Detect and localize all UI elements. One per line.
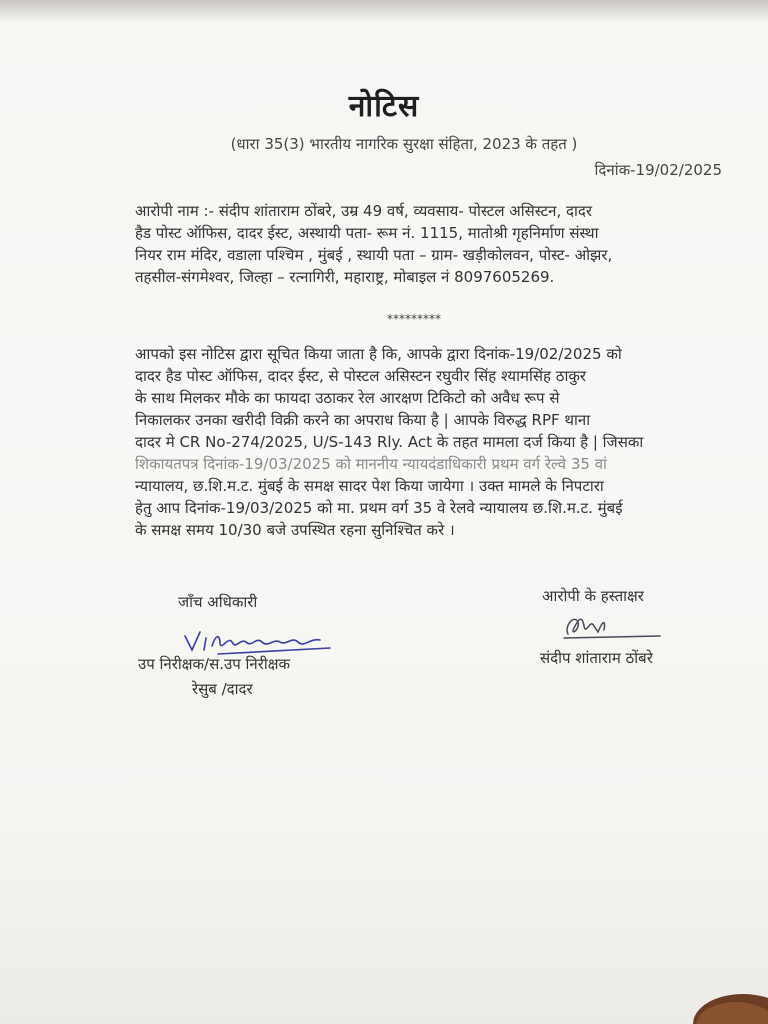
accused-line: हैड पोस्ट ऑफिस, दादर ईस्ट, अस्थायी पता- रूम नं. 1115, मातोश्री गृहनिर्माण संस्था: [135, 224, 599, 242]
notice-body: [135, 343, 725, 541]
accused-line: नियर राम मंदिर, वडाला पश्चिम , मुंबई , स्थायी पता – ग्राम- खड़ीकोलवन, पोस्ट- ओझर,: [135, 246, 613, 264]
accused-sign-label: आरोपी के हस्ताक्षर: [542, 587, 644, 605]
body-line: दादर मे CR No-274/2025, U/S-143 Rly. Act के तहत मामला दर्ज किया है | जिसका: [135, 433, 644, 451]
accused-line: आरोपी नाम :- संदीप शांताराम ठोंबरे, उम्र 49 वर्ष, व्यवसाय- पोस्टल असिस्टन, दादर: [135, 202, 592, 220]
officer-designation: उप निरीक्षक/स.उप निरीक्षक: [138, 655, 290, 673]
accused-sign-name: संदीप शांताराम ठोंबरे: [540, 649, 653, 667]
officer-unit: रेसुब /दादर: [192, 680, 253, 698]
finger-edge-decoration: [608, 980, 768, 1024]
page-top-shadow: [0, 0, 768, 22]
body-line: आपको इस नोटिस द्वारा सूचित किया जाता है कि, आपके द्वारा दिनांक-19/02/2025 को: [135, 345, 622, 363]
accused-signature: [560, 608, 670, 644]
body-line: दादर हैड पोस्ट ऑफिस, दादर ईस्ट, से पोस्टल असिस्टन रघुवीर सिंह श्यामसिंह ठाकुर: [135, 367, 586, 385]
body-line: न्यायालय, छ.शि.म.ट. मुंबई के समक्ष सादर पेश किया जायेगा । उक्त मामले के निपटारा: [135, 477, 604, 495]
body-line: निकालकर उनका खरीदी विक्री करने का अपराध किया है | आपके विरुद्ध RPF थाना: [135, 411, 591, 429]
notice-date: दिनांक-19/02/2025: [594, 161, 722, 179]
body-line: के समक्ष समय 10/30 बजे उपस्थित रहना सुनिश्चित करे ।: [135, 521, 455, 539]
body-line: हेतु आप दिनांक-19/03/2025 को मा. प्रथम वर्ग 35 वे रेलवे न्यायालय छ.शि.म.ट. मुंबई: [135, 499, 623, 517]
body-line: शिकायतपत्र दिनांक-19/03/2025 को माननीय न्यायदंडाधिकारी प्रथम वर्ग रेल्वे 35 वां: [135, 455, 607, 473]
notice-title: नोटिस: [348, 89, 420, 124]
body-line: के साथ मिलकर मौके का फायदा उठाकर रेल आरक्षण टिकिटो को अवैध रूप से: [135, 389, 560, 407]
officer-label: जाँच अधिकारी: [178, 593, 258, 611]
accused-details: [135, 200, 725, 288]
accused-line: तहसील-संगमेश्वर, जिल्हा – रत्नागिरी, महाराष्ट्र, मोबाइल नं 8097605269.: [135, 268, 555, 286]
separator-stars: *********: [387, 312, 441, 326]
notice-subtitle: (धारा 35(3) भारतीय नागरिक सुरक्षा संहिता, 2023 के तहत ): [230, 135, 578, 153]
